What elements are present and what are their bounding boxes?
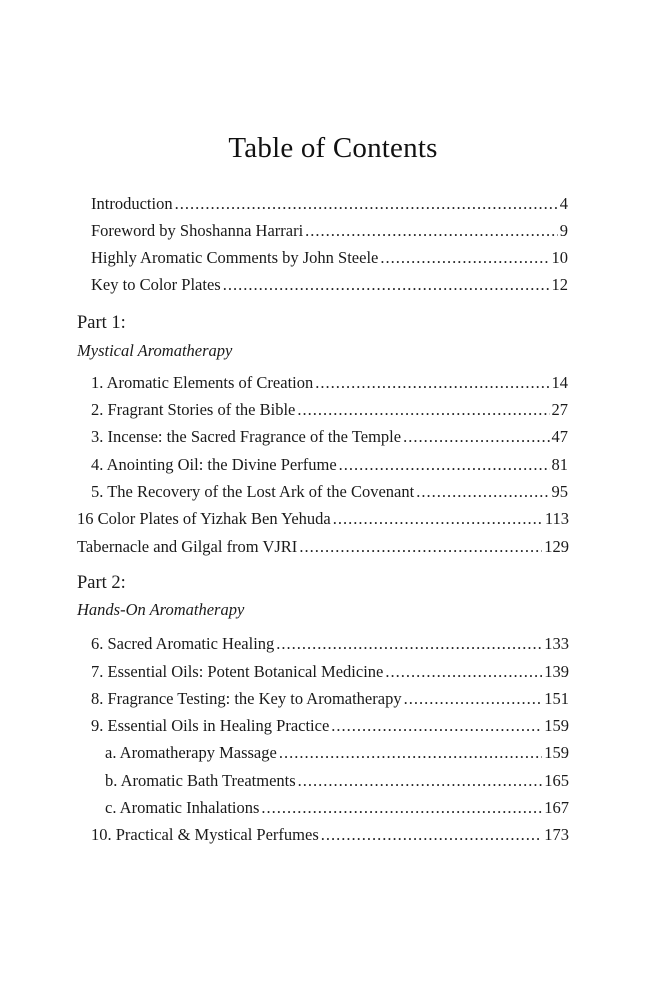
toc-entry-page: 9 bbox=[559, 221, 568, 240]
toc-entry-chapter-9c[interactable] bbox=[105, 796, 569, 820]
toc-entry-comments[interactable] bbox=[91, 246, 568, 270]
toc-entry-chapter-9a[interactable] bbox=[105, 741, 569, 765]
toc-entry-introduction[interactable] bbox=[91, 192, 568, 216]
toc-entry-chapter-6[interactable] bbox=[91, 632, 569, 656]
toc-entry-chapter-2[interactable] bbox=[91, 398, 568, 422]
toc-entry-page: 4 bbox=[559, 194, 568, 213]
dot-leader bbox=[339, 453, 550, 477]
dot-leader bbox=[315, 371, 549, 395]
dot-leader bbox=[276, 632, 542, 656]
toc-entry-label: 5. The Recovery of the Lost Ark of the Covenant bbox=[91, 482, 415, 501]
toc-entry-label: 6. Sacred Aromatic Healing bbox=[91, 634, 275, 653]
toc-entry-chapter-9b[interactable] bbox=[105, 769, 569, 793]
toc-entry-page: 173 bbox=[544, 825, 569, 844]
toc-entry-page: 129 bbox=[544, 537, 569, 556]
toc-entry-label: 4. Anointing Oil: the Divine Perfume bbox=[91, 455, 337, 474]
toc-entry-page: 167 bbox=[544, 798, 569, 817]
toc-entry-chapter-4[interactable] bbox=[91, 453, 568, 477]
dot-leader bbox=[305, 219, 558, 243]
toc-entry-tabernacle[interactable] bbox=[77, 535, 569, 559]
toc-entry-label: Tabernacle and Gilgal from VJRI bbox=[77, 537, 298, 556]
dot-leader bbox=[333, 507, 543, 531]
part2-heading: Part 2: bbox=[77, 573, 126, 593]
toc-entry-chapter-3[interactable] bbox=[91, 425, 568, 449]
part1-heading: Part 1: bbox=[77, 313, 126, 333]
toc-entry-label: b. Aromatic Bath Treatments bbox=[105, 771, 296, 790]
part2-subtitle: Hands-On Aromatherapy bbox=[77, 600, 245, 619]
toc-entry-label: a. Aromatherapy Massage bbox=[105, 743, 277, 762]
toc-entry-page: 165 bbox=[544, 771, 569, 790]
toc-entry-label: 7. Essential Oils: Potent Botanical Medicine bbox=[91, 662, 384, 681]
part1-subtitle: Mystical Aromatherapy bbox=[77, 341, 233, 360]
toc-entry-page: 14 bbox=[551, 373, 568, 392]
dot-leader bbox=[279, 741, 542, 765]
toc-entry-key-color-plates[interactable] bbox=[91, 273, 568, 297]
toc-entry-label: Introduction bbox=[91, 194, 173, 213]
dot-leader bbox=[416, 480, 549, 504]
toc-entry-page: 81 bbox=[551, 455, 568, 474]
dot-leader bbox=[380, 246, 549, 270]
toc-entry-chapter-9[interactable] bbox=[91, 714, 569, 738]
toc-entry-chapter-8[interactable] bbox=[91, 687, 569, 711]
toc-entry-chapter-10[interactable] bbox=[91, 823, 569, 847]
toc-entry-label: 16 Color Plates of Yizhak Ben Yehuda bbox=[77, 509, 331, 528]
dot-leader bbox=[385, 660, 542, 684]
dot-leader bbox=[297, 398, 549, 422]
dot-leader bbox=[299, 535, 542, 559]
toc-entry-label: 10. Practical & Mystical Perfumes bbox=[91, 825, 319, 844]
toc-entry-label: 2. Fragrant Stories of the Bible bbox=[91, 400, 296, 419]
toc-entry-label: Highly Aromatic Comments by John Steele bbox=[91, 248, 379, 267]
toc-entry-page: 10 bbox=[551, 248, 568, 267]
dot-leader bbox=[261, 796, 542, 820]
toc-entry-page: 159 bbox=[544, 716, 569, 735]
toc-entry-chapter-1[interactable] bbox=[91, 371, 568, 395]
toc-entry-page: 139 bbox=[544, 662, 569, 681]
toc-entry-page: 47 bbox=[551, 427, 568, 446]
toc-entry-label: 8. Fragrance Testing: the Key to Aromatherapy bbox=[91, 689, 402, 708]
toc-entry-page: 95 bbox=[551, 482, 568, 501]
dot-leader bbox=[175, 192, 558, 216]
dot-leader bbox=[331, 714, 542, 738]
dot-leader bbox=[404, 687, 543, 711]
toc-entry-label: 9. Essential Oils in Healing Practice bbox=[91, 716, 330, 735]
toc-entry-chapter-7[interactable] bbox=[91, 660, 569, 684]
dot-leader bbox=[223, 273, 550, 297]
toc-entry-page: 113 bbox=[544, 509, 569, 528]
toc-entry-label: c. Aromatic Inhalations bbox=[105, 798, 260, 817]
toc-entry-page: 12 bbox=[551, 275, 568, 294]
toc-entry-page: 151 bbox=[544, 689, 569, 708]
toc-entry-label: Foreword by Shoshanna Harrari bbox=[91, 221, 304, 240]
toc-entry-page: 27 bbox=[551, 400, 568, 419]
toc-entry-color-plates[interactable] bbox=[77, 507, 569, 531]
toc-entry-chapter-5[interactable] bbox=[91, 480, 568, 504]
toc-entry-label: 1. Aromatic Elements of Creation bbox=[91, 373, 314, 392]
dot-leader bbox=[298, 769, 543, 793]
dot-leader bbox=[321, 823, 543, 847]
toc-entry-foreword[interactable] bbox=[91, 219, 568, 243]
toc-entry-page: 159 bbox=[544, 743, 569, 762]
toc-entry-page: 133 bbox=[544, 634, 569, 653]
toc-entry-label: 3. Incense: the Sacred Fragrance of the Temple bbox=[91, 427, 402, 446]
dot-leader bbox=[403, 425, 549, 449]
toc-entry-label: Key to Color Plates bbox=[91, 275, 221, 294]
page-title: Table of Contents bbox=[228, 132, 438, 164]
